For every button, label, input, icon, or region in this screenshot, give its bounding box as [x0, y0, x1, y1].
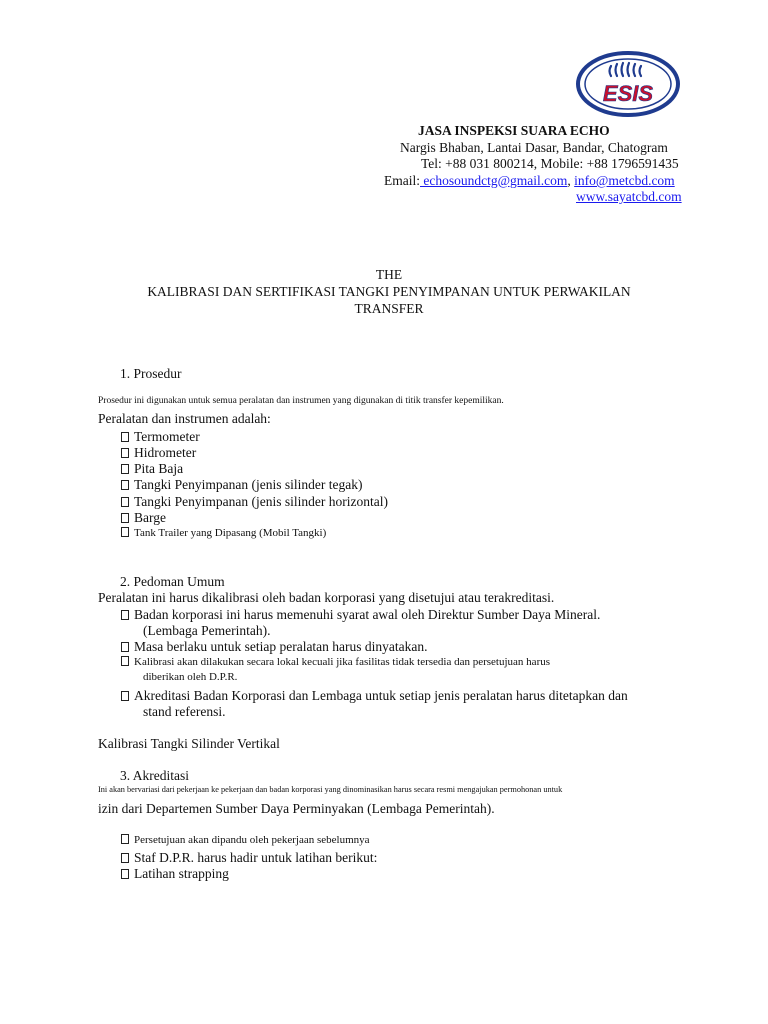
section1-intro: Prosedur ini digunakan untuk semua peralatan dan instrumen yang digunakan di titik transfer kepemilikan. [98, 396, 504, 406]
bullet-box-icon [121, 610, 129, 620]
list-item-continuation: stand referensi. [143, 704, 226, 719]
section2-heading: 2. Pedoman Umum [120, 574, 225, 589]
doc-title-line2: KALIBRASI DAN SERTIFIKASI TANGKI PENYIMPANAN UNTUK PERWAKILAN [147, 284, 631, 299]
section3-heading: 3. Akreditasi [120, 768, 189, 783]
list-item: Kalibrasi akan dilakukan secara lokal kecuali jika fasilitas tidak tersedia dan persetujuan harus [121, 656, 550, 668]
section3-intro-small: Ini akan bervariasi dari pekerjaan ke pekerjaan dan badan korporasi yang dinominasikan harus secara resmi mengajukan permohonan untuk [98, 785, 563, 794]
list-item-continuation: (Lembaga Pemerintah). [143, 623, 271, 638]
bullet-box-icon [121, 513, 129, 523]
bullet-box-icon [121, 869, 129, 879]
section1-heading: 1. Prosedur [120, 366, 182, 381]
bullet-box-icon [121, 527, 129, 537]
bullet-box-icon [121, 432, 129, 442]
esis-logo [575, 50, 681, 118]
bullet-box-icon [121, 480, 129, 490]
list-item: Tangki Penyimpanan (jenis silinder tegak) [121, 477, 363, 493]
company-phone: Tel: +88 031 800214, Mobile: +88 1796591435 [421, 156, 679, 171]
bullet-box-icon [121, 642, 129, 652]
list-item: Termometer [121, 429, 200, 445]
list-item: Akreditasi Badan Korporasi dan Lembaga untuk setiap jenis peralatan harus ditetapkan dan [121, 688, 628, 704]
doc-title-line1: THE [375, 267, 403, 282]
email-separator: , [567, 173, 571, 188]
logo-text: ESIS [602, 81, 654, 106]
email-label: Email: [384, 173, 420, 188]
bullet-box-icon [121, 656, 129, 666]
company-address: Nargis Bhaban, Lantai Dasar, Bandar, Chatogram [400, 140, 668, 155]
email-link-2[interactable]: info@metcbd.com [574, 173, 675, 188]
list-item: Tangki Penyimpanan (jenis silinder horizontal) [121, 494, 388, 510]
bullet-box-icon [121, 448, 129, 458]
list-item: Hidrometer [121, 445, 196, 461]
bullet-box-icon [121, 497, 129, 507]
bullet-box-icon [121, 853, 129, 863]
bullet-box-icon [121, 464, 129, 474]
list-item: Pita Baja [121, 461, 183, 477]
list-item-continuation: diberikan oleh D.P.R. [143, 671, 238, 683]
list-item: Masa berlaku untuk setiap peralatan harus dinyatakan. [121, 639, 428, 655]
section1-list-intro: Peralatan dan instrumen adalah: [98, 411, 271, 426]
doc-title-line3: TRANSFER [354, 301, 424, 316]
bullet-box-icon [121, 834, 129, 844]
section3-intro-large: izin dari Departemen Sumber Daya Perminyakan (Lembaga Pemerintah). [98, 801, 495, 816]
company-name: JASA INSPEKSI SUARA ECHO [418, 123, 610, 138]
list-item: Badan korporasi ini harus memenuhi syarat awal oleh Direktur Sumber Daya Mineral. [121, 607, 600, 623]
bullet-box-icon [121, 691, 129, 701]
list-item: Persetujuan akan dipandu oleh pekerjaan sebelumnya [121, 834, 370, 846]
email-link-1[interactable]: echosoundctg@gmail.com [420, 173, 568, 188]
list-item: Latihan strapping [121, 866, 229, 882]
list-item: Barge [121, 510, 166, 526]
section2-intro: Peralatan ini harus dikalibrasi oleh badan korporasi yang disetujui atau terakreditasi. [98, 590, 555, 605]
list-item: Tank Trailer yang Dipasang (Mobil Tangki) [121, 527, 326, 539]
company-email [384, 173, 675, 189]
subheading: Kalibrasi Tangki Silinder Vertikal [98, 736, 280, 751]
list-item: Staf D.P.R. harus hadir untuk latihan berikut: [121, 850, 377, 866]
website-link[interactable]: www.sayatcbd.com [576, 189, 682, 204]
